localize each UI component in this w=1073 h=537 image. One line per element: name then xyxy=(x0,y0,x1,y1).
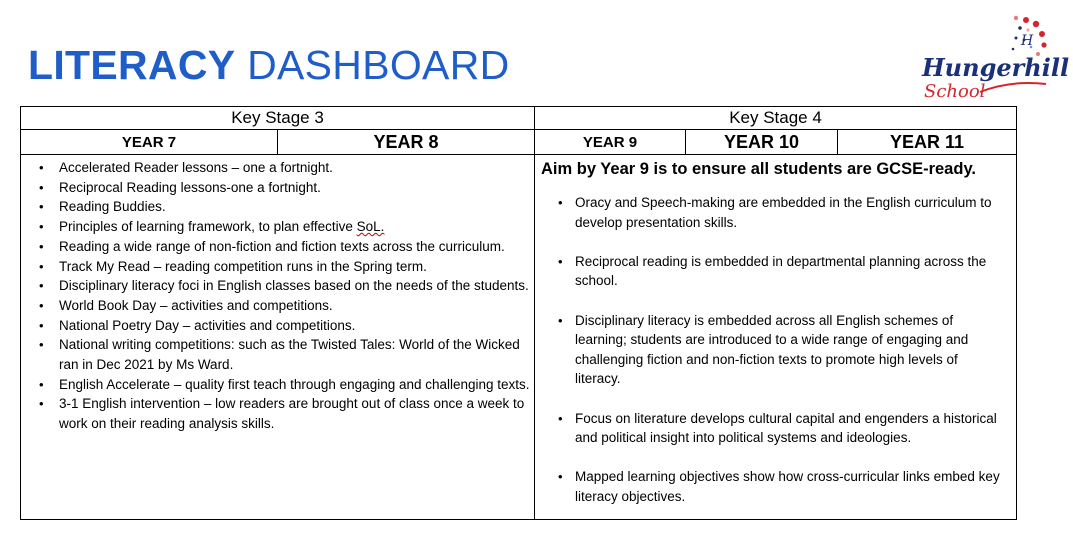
logo-monogram: H xyxy=(1021,33,1034,49)
page-title-rest: DASHBOARD xyxy=(235,42,510,88)
list-item: • National Poetry Day – activities and competitions. xyxy=(59,316,530,336)
list-item: • Reading a wide range of non-fiction and fiction texts across the curriculum. xyxy=(59,237,530,257)
list-item: • Principles of learning framework, to plan effective SoL. xyxy=(59,217,530,237)
ks4-header: Key Stage 4 xyxy=(535,107,1017,130)
list-item: • Track My Read – reading competition runs in the Spring term. xyxy=(59,257,530,277)
literacy-table xyxy=(20,106,1017,520)
year-7-header: YEAR 7 xyxy=(21,130,278,155)
list-item: • Oracy and Speech-making are embedded in the English curriculum to develop presentation skills. xyxy=(575,193,1006,232)
spellcheck-underline: SoL. xyxy=(356,219,385,235)
year-11-header: YEAR 11 xyxy=(838,130,1017,155)
list-item: • World Book Day – activities and competitions. xyxy=(59,296,530,316)
logo-sub: School xyxy=(924,81,986,102)
list-item: • 3-1 English intervention – low readers are brought out of class once a week to work on their reading analysis skills. xyxy=(59,394,530,433)
year-8-header: YEAR 8 xyxy=(278,130,535,155)
ks3-header: Key Stage 3 xyxy=(21,107,535,130)
ks4-aim: Aim by Year 9 is to ensure all students are GCSE-ready. xyxy=(541,160,976,178)
list-item: • English Accelerate – quality first teach through engaging and challenging texts. xyxy=(59,375,530,395)
ks4-list xyxy=(535,180,1016,507)
list-item: • Focus on literature develops cultural capital and engenders a historical and political insight into political systems and ideologies. xyxy=(575,409,1006,448)
logo-name: Hungerhill xyxy=(922,53,1070,82)
list-item: • Reading Buddies. xyxy=(59,197,530,217)
page-title-bold: LITERACY xyxy=(28,42,236,88)
list-item: • Accelerated Reader lessons – one a fortnight. xyxy=(59,158,530,178)
list-item: • Reciprocal Reading lessons-one a fortnight. xyxy=(59,178,530,198)
list-item: • Disciplinary literacy is embedded across all English schemes of learning; students are introduced to a wide range of engaging and challenging fiction and non-fiction texts to promote high levels of literacy. xyxy=(575,311,1006,389)
list-item: • Reciprocal reading is embedded in departmental planning across the school. xyxy=(575,252,1006,291)
list-item: • Disciplinary literacy foci in English classes based on the needs of the students. xyxy=(59,276,530,296)
ks3-list xyxy=(21,155,534,434)
year-10-header: YEAR 10 xyxy=(686,130,838,155)
ks4-content xyxy=(535,155,1017,520)
ks3-content xyxy=(21,155,535,520)
school-logo xyxy=(918,14,1070,106)
list-item: • Mapped learning objectives show how cross-curricular links embed key literacy objectives. xyxy=(575,467,1006,506)
list-item: • National writing competitions: such as the Twisted Tales: World of the Wicked ran in Dec 2021 by Ms Ward. xyxy=(59,335,530,374)
page-title xyxy=(28,40,510,90)
year-9-header: YEAR 9 xyxy=(535,130,686,155)
